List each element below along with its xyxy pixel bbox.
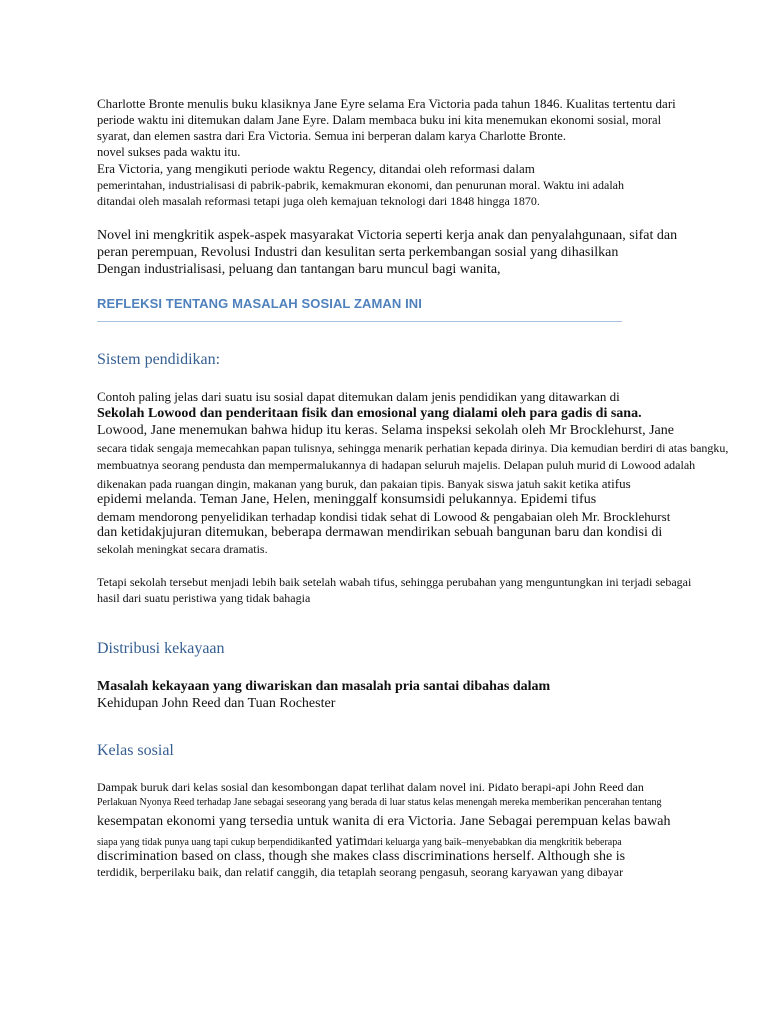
education-line-6-main: dikenakan pada ruangan dingin, makanan yang buruk, dan pakaian tipis. Banyak siswa jatuh sakit ketika bbox=[97, 477, 599, 491]
education-line-10: sekolah meningkat secara dramatis. bbox=[97, 542, 268, 556]
intro-line-3: syarat, dan elemen sastra dari Era Victoria. Semua ini berperan dalam karya Charlotte Bronte. bbox=[97, 129, 566, 143]
class-line-3: kesempatan ekonomi yang tersedia untuk wanita di era Victoria. Jane Sebagai perempuan kelas bawah bbox=[97, 814, 671, 829]
class-line-4 bbox=[97, 833, 622, 849]
intro-line-4: novel sukses pada waktu itu. bbox=[97, 145, 241, 159]
class-line-6: terdidik, berperilaku baik, dan relatif canggih, dia tetaplah seorang pengasuh, seorang karyawan yang dibayar bbox=[97, 865, 624, 879]
education-line-1: Contoh paling jelas dari suatu isu sosial dapat ditemukan dalam jenis pendidikan yang ditawarkan di bbox=[97, 389, 620, 404]
intro-line-1: Charlotte Bronte menulis buku klasiknya Jane Eyre selama Era Victoria pada tahun 1846. Kualitas tertentu dari bbox=[97, 96, 676, 111]
class-line-2: Perlakuan Nyonya Reed terhadap Jane sebagai seseorang yang berada di luar status kelas menengah mereka memberikan pencerahan tentang bbox=[97, 797, 662, 808]
education-line-6-tail: atifus bbox=[598, 476, 631, 491]
class-line-4-part-3: dari keluarga yang baik–menyebabkan dia mengkritik beberapa bbox=[367, 837, 622, 848]
wealth-heading: Distribusi kekayaan bbox=[97, 640, 225, 657]
education-line-7: epidemi melanda. Teman Jane, Helen, meninggalf konsumsidi pelukannya. Epidemi tifus bbox=[97, 492, 597, 507]
class-line-4-part-1: siapa yang tidak punya uang tapi cukup berpendidikan bbox=[97, 837, 315, 848]
section-title: REFLEKSI TENTANG MASALAH SOSIAL ZAMAN INI bbox=[97, 296, 423, 311]
intro-line-2: periode waktu ini ditemukan dalam Jane Eyre. Dalam membaca buku ini kita menemukan ekonomi sosial, moral bbox=[97, 113, 662, 127]
education-line-3: Lowood, Jane menemukan bahwa hidup itu keras. Selama inspeksi sekolah oleh Mr Brocklehurst, Jane bbox=[97, 423, 674, 438]
critique-line-1: Novel ini mengkritik aspek-aspek masyarakat Victoria seperti kerja anak dan penyalahgunaan, sifat dan bbox=[97, 228, 678, 243]
section-divider bbox=[97, 321, 622, 322]
wealth-line-1: Masalah kekayaan yang diwariskan dan masalah pria santai dibahas dalam bbox=[97, 679, 551, 694]
education-line-5: membuatnya seorang pendusta dan mempermalukannya di hadapan seluruh majelis. Delapan puluh murid di Lowood adalah bbox=[97, 458, 696, 472]
intro-line-7: ditandai oleh masalah reformasi tetapi juga oleh kemajuan teknologi dari 1848 hingga 1870. bbox=[97, 194, 540, 208]
class-heading: Kelas sosial bbox=[97, 742, 174, 759]
class-line-1: Dampak buruk dari kelas sosial dan kesombongan dapat terlihat dalam novel ini. Pidato berapi-api John Reed dan bbox=[97, 780, 644, 794]
class-line-5: discrimination based on class, though she makes class discriminations herself. Although she is bbox=[97, 849, 626, 864]
education-line-4: secara tidak sengaja memecahkan papan tulisnya, sehingga menarik perhatian kepada dirinya. Dia kemudian berdiri di atas bangku, bbox=[97, 441, 729, 455]
wealth-line-2: Kehidupan John Reed dan Tuan Rochester bbox=[97, 696, 336, 711]
intro-line-5: Era Victoria, yang mengikuti periode waktu Regency, ditandai oleh reformasi dalam bbox=[97, 161, 535, 176]
critique-line-3: Dengan industrialisasi, peluang dan tantangan baru muncul bagi wanita, bbox=[97, 262, 501, 277]
education-line-8: demam mendorong penyelidikan terhadap kondisi tidak sehat di Lowood & pengabaian oleh Mr. Brocklehurst bbox=[97, 509, 671, 524]
education-line-6 bbox=[97, 476, 631, 492]
education-line-9: dan ketidakjujuran ditemukan, beberapa dermawan mendirikan sebuah bangunan baru dan kondisi di bbox=[97, 525, 663, 540]
education-line-2: Sekolah Lowood dan penderitaan fisik dan emosional yang dialami oleh para gadis di sana. bbox=[97, 406, 642, 421]
education-p2-line-2: hasil dari suatu peristiwa yang tidak bahagia bbox=[97, 591, 311, 605]
critique-line-2: peran perempuan, Revolusi Industri dan kesulitan serta perkembangan sosial yang dihasilkan bbox=[97, 245, 619, 260]
education-heading: Sistem pendidikan: bbox=[97, 351, 221, 368]
intro-line-6: pemerintahan, industrialisasi di pabrik-pabrik, kemakmuran ekonomi, dan penurunan moral. Waktu ini adalah bbox=[97, 178, 624, 192]
education-p2-line-1: Tetapi sekolah tersebut menjadi lebih baik setelah wabah tifus, sehingga perubahan yang menguntungkan ini terjadi sebagai bbox=[97, 575, 692, 589]
class-line-4-part-2: ted yatim bbox=[315, 834, 368, 849]
